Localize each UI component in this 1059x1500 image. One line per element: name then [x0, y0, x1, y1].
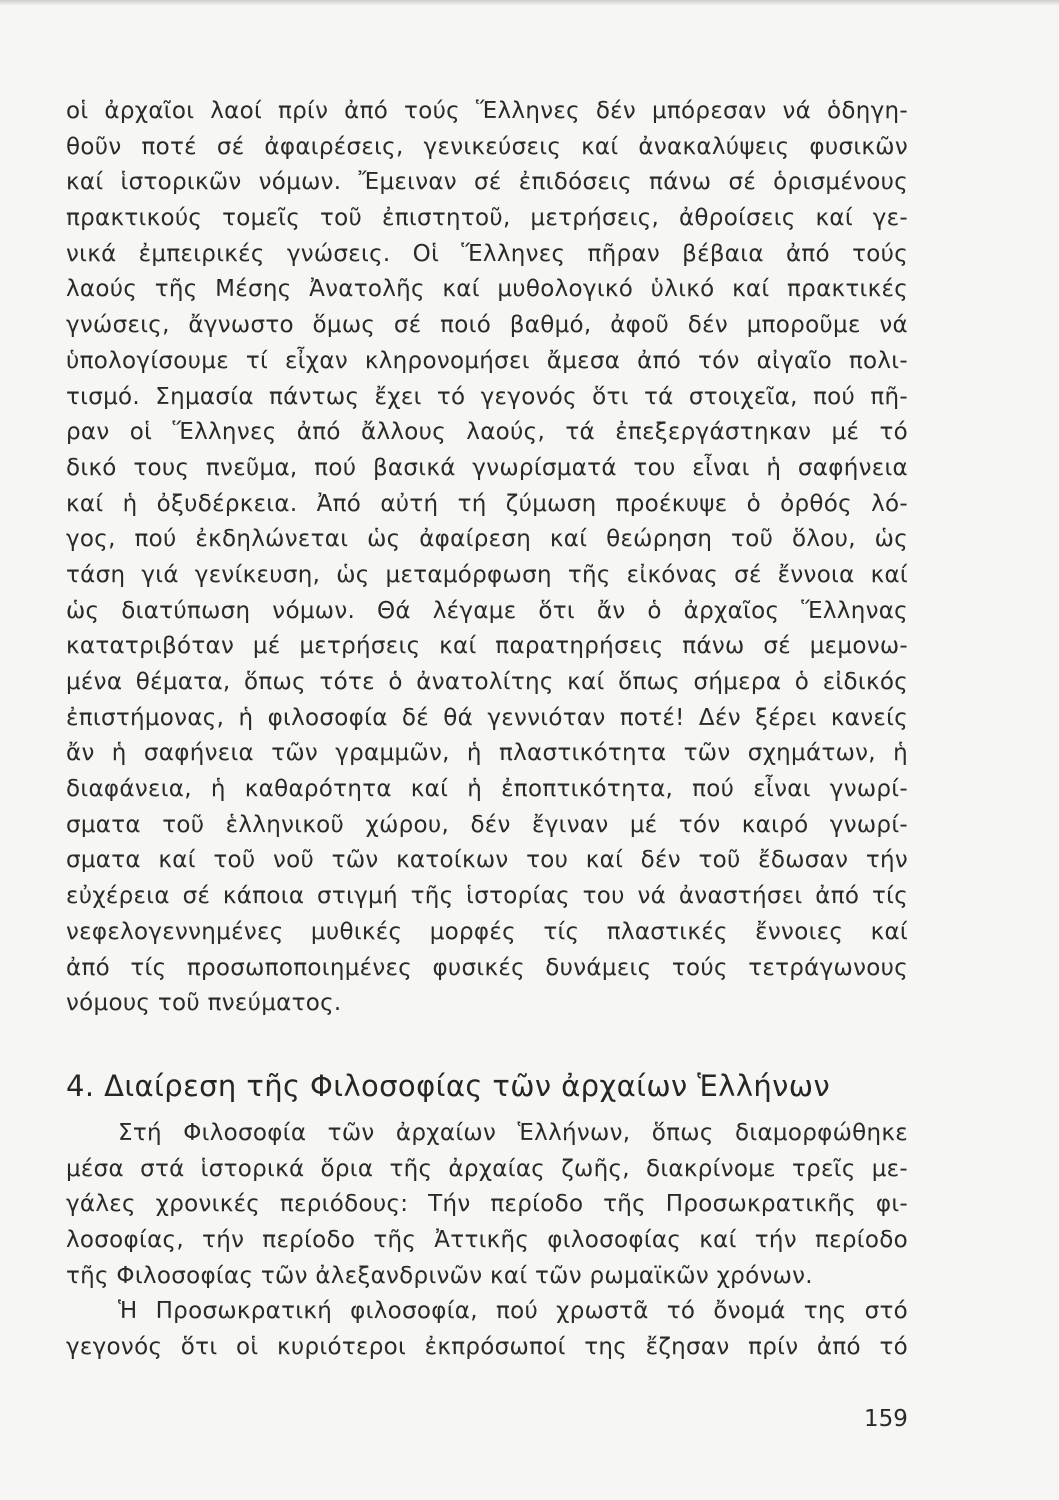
text-line: διαφάνεια, ἡ καθαρότητα καί ἡ ἐποπτικότητα, πού εἶναι γνωρί-: [66, 776, 908, 803]
text-line: θοῦν ποτέ σέ ἀφαιρέσεις, γενικεύσεις καί ἀνακαλύψεις φυσικῶν: [66, 133, 908, 160]
text-line: μέσα στά ἱστορικά ὅρια τῆς ἀρχαίας ζωῆς, διακρίνομε τρεῖς με-: [66, 1155, 908, 1182]
text-line: οἱ ἀρχαῖοι λαοί πρίν ἀπό τούς Ἕλληνες δέν μπόρεσαν νά ὁδηγη-: [66, 98, 908, 124]
text-line: δικό τους πνεῦμα, πού βασικά γνωρίσματά του εἶναι ἡ σαφήνεια: [66, 454, 908, 481]
text-line: ἀπό τίς προσωποποιημένες φυσικές δυνάμεις τούς τετράγωνους: [66, 954, 908, 981]
text-line: Ἡ Προσωκρατική φιλοσοφία, πού χρωστᾶ τό ὄνομά της στό: [118, 1298, 908, 1325]
text-line: ραν οἱ Ἕλληνες ἀπό ἄλλους λαούς, τά ἐπεξεργάστηκαν μέ τό: [66, 419, 908, 446]
section-heading: 4. Διαίρεση τῆς Φιλοσοφίας τῶν ἀρχαίων Ἑλλήνων: [66, 1069, 831, 1103]
text-line: νικά ἐμπειρικές γνώσεις. Οἱ Ἕλληνες πῆραν βέβαια ἀπό τούς: [66, 240, 908, 267]
text-line: γάλες χρονικές περιόδους: Τήν περίοδο τῆς Προσωκρατικῆς φι-: [66, 1191, 908, 1218]
text-line: λοσοφίας, τήν περίοδο τῆς Ἀττικῆς φιλοσοφίας καί τήν περίοδο: [66, 1227, 908, 1254]
text-line: καί ἡ ὀξυδέρκεια. Ἀπό αὐτή τή ζύμωση προέκυψε ὁ ὀρθός λό-: [66, 490, 908, 517]
text-line: ὡς διατύπωση νόμων. Θά λέγαμε ὅτι ἄν ὁ ἀρχαῖος Ἕλληνας: [66, 597, 908, 624]
text-line: σματα καί τοῦ νοῦ τῶν κατοίκων του καί δέν τοῦ ἔδωσαν τήν: [66, 847, 908, 874]
text-line: γεγονός ὅτι οἱ κυριότεροι ἐκπρόσωποί της ἔζησαν πρίν ἀπό τό: [66, 1334, 908, 1361]
text-line: καί ἱστορικῶν νόμων. Ἔμειναν σέ ἐπιδόσεις πάνω σέ ὁρισμένους: [66, 169, 908, 196]
text-line: νόμους τοῦ πνεύματος.: [66, 990, 342, 1017]
text-line: γος, πού ἐκδηλώνεται ὡς ἀφαίρεση καί θεώρηση τοῦ ὅλου, ὡς: [66, 526, 908, 553]
text-line: τάση γιά γενίκευση, ὡς μεταμόρφωση τῆς εἰκόνας σέ ἔννοια καί: [66, 561, 908, 588]
text-line: εὐχέρεια σέ κάποια στιγμή τῆς ἱστορίας του νά ἀναστήσει ἀπό τίς: [66, 883, 908, 910]
text-line: μένα θέματα, ὅπως τότε ὁ ἀνατολίτης καί ὅπως σήμερα ὁ εἰδικός: [66, 669, 908, 695]
text-line: τῆς Φιλοσοφίας τῶν ἀλεξανδρινῶν καί τῶν ρωμαϊκῶν χρόνων.: [66, 1262, 813, 1289]
text-line: ὑπολογίσουμε τί εἶχαν κληρονομήσει ἄμεσα ἀπό τόν αἰγαῖο πολι-: [66, 347, 908, 374]
text-line: Στή Φιλοσοφία τῶν ἀρχαίων Ἑλλήνων, ὅπως διαμορφώθηκε: [118, 1120, 908, 1146]
text-line: γνώσεις, ἄγνωστο ὅμως σέ ποιό βαθμό, ἀφοῦ δέν μποροῦμε νά: [66, 312, 908, 339]
page-number: 159: [864, 1406, 908, 1432]
scan-top-edge: [0, 0, 1059, 6]
text-line: ἄν ἡ σαφήνεια τῶν γραμμῶν, ἡ πλαστικότητα τῶν σχημάτων, ἡ: [66, 740, 908, 767]
text-line: νεφελογεννημένες μυθικές μορφές τίς πλαστικές ἔννοιες καί: [66, 918, 908, 945]
text-line: πρακτικούς τομεῖς τοῦ ἐπιστητοῦ, μετρήσεις, ἀθροίσεις καί γε-: [66, 205, 908, 232]
text-line: λαούς τῆς Μέσης Ἀνατολῆς καί μυθολογικό ὑλικό καί πρακτικές: [66, 276, 908, 303]
paragraph-body-1: [66, 94, 908, 1022]
text-line: σματα τοῦ ἑλληνικοῦ χώρου, δέν ἔγιναν μέ τόν καιρό γνωρί-: [66, 811, 908, 838]
text-line: τισμό. Σημασία πάντως ἔχει τό γεγονός ὅτι τά στοιχεῖα, πού πῆ-: [66, 383, 908, 410]
paragraph-body-2: [66, 1116, 908, 1366]
text-line: ἐπιστήμονας, ἡ φιλοσοφία δέ θά γεννιόταν ποτέ! Δέν ξέρει κανείς: [66, 704, 908, 731]
text-line: κατατριβόταν μέ μετρήσεις καί παρατηρήσεις πάνω σέ μεμονω-: [66, 633, 908, 660]
